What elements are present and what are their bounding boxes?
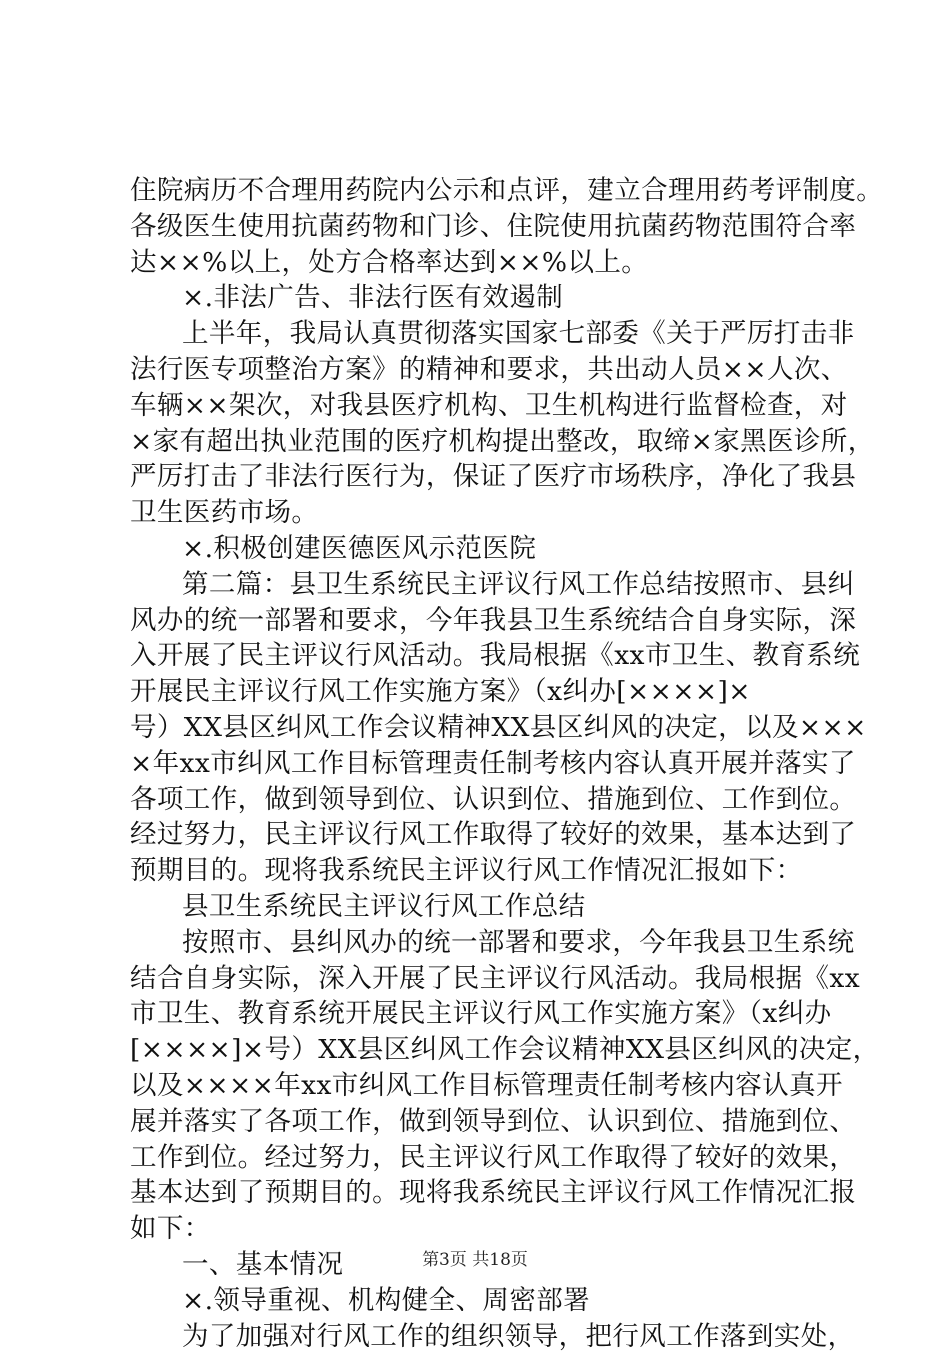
- text-line: ×.非法广告、非法行医有效遏制: [130, 280, 830, 316]
- text-line: 按照市、县纠风办的统一部署和要求，今年我县卫生系统: [130, 925, 830, 961]
- text-line: 工作到位。经过努力，民主评议行风工作取得了较好的效果，: [130, 1140, 830, 1176]
- text-line: 一、基本情况: [130, 1247, 830, 1283]
- text-line: 各级医生使用抗菌药物和门诊、住院使用抗菌药物范围符合率: [130, 209, 830, 245]
- text-line: 风办的统一部署和要求，今年我县卫生系统结合自身实际，深: [130, 603, 830, 639]
- text-line: 开展民主评议行风工作实施方案》（x纠办[××××]×: [130, 674, 830, 710]
- text-line: 以及××××年xx市纠风工作目标管理责任制考核内容认真开: [130, 1068, 830, 1104]
- text-line: 市卫生、教育系统开展民主评议行风工作实施方案》（x纠办: [130, 996, 830, 1032]
- text-line: 车辆××架次，对我县医疗机构、卫生机构进行监督检查，对: [130, 388, 830, 424]
- text-line: ×.领导重视、机构健全、周密部署: [130, 1283, 830, 1319]
- text-line: 第二篇：县卫生系统民主评议行风工作总结按照市、县纠: [130, 567, 830, 603]
- body-text: [130, 173, 830, 1354]
- text-line: 卫生医药市场。: [130, 495, 830, 531]
- text-line: 基本达到了预期目的。现将我系统民主评议行风工作情况汇报: [130, 1175, 830, 1211]
- text-line: 上半年，我局认真贯彻落实国家七部委《关于严厉打击非: [130, 316, 830, 352]
- text-line: 入开展了民主评议行风活动。我局根据《xx市卫生、教育系统: [130, 638, 830, 674]
- text-line: 为了加强对行风工作的组织领导，把行风工作落到实处，: [130, 1319, 830, 1354]
- text-line: 县卫生系统民主评议行风工作总结: [130, 889, 830, 925]
- text-line: ×家有超出执业范围的医疗机构提出整改，取缔×家黑医诊所，: [130, 424, 830, 460]
- text-line: 结合自身实际，深入开展了民主评议行风活动。我局根据《xx: [130, 961, 830, 997]
- text-line: 严厉打击了非法行医行为，保证了医疗市场秩序，净化了我县: [130, 459, 830, 495]
- text-line: 预期目的。现将我系统民主评议行风工作情况汇报如下：: [130, 853, 830, 889]
- text-line: 如下：: [130, 1211, 830, 1247]
- text-line: 住院病历不合理用药院内公示和点评，建立合理用药考评制度。: [130, 173, 830, 209]
- text-line: 达××%以上，处方合格率达到××%以上。: [130, 245, 830, 281]
- text-line: ×.积极创建医德医风示范医院: [130, 531, 830, 567]
- text-line: 经过努力，民主评议行风工作取得了较好的效果，基本达到了: [130, 817, 830, 853]
- text-line: 各项工作，做到领导到位、认识到位、措施到位、工作到位。: [130, 782, 830, 818]
- text-line: ×年xx市纠风工作目标管理责任制考核内容认真开展并落实了: [130, 746, 830, 782]
- text-line: [××××]×号）XX县区纠风工作会议精神XX县区纠风的决定，: [130, 1032, 830, 1068]
- text-line: 号）XX县区纠风工作会议精神XX县区纠风的决定，以及×××: [130, 710, 830, 746]
- text-line: 法行医专项整治方案》的精神和要求，共出动人员××人次、: [130, 352, 830, 388]
- text-line: 展并落实了各项工作，做到领导到位、认识到位、措施到位、: [130, 1104, 830, 1140]
- page-footer: 第3页 共18页: [0, 1245, 950, 1270]
